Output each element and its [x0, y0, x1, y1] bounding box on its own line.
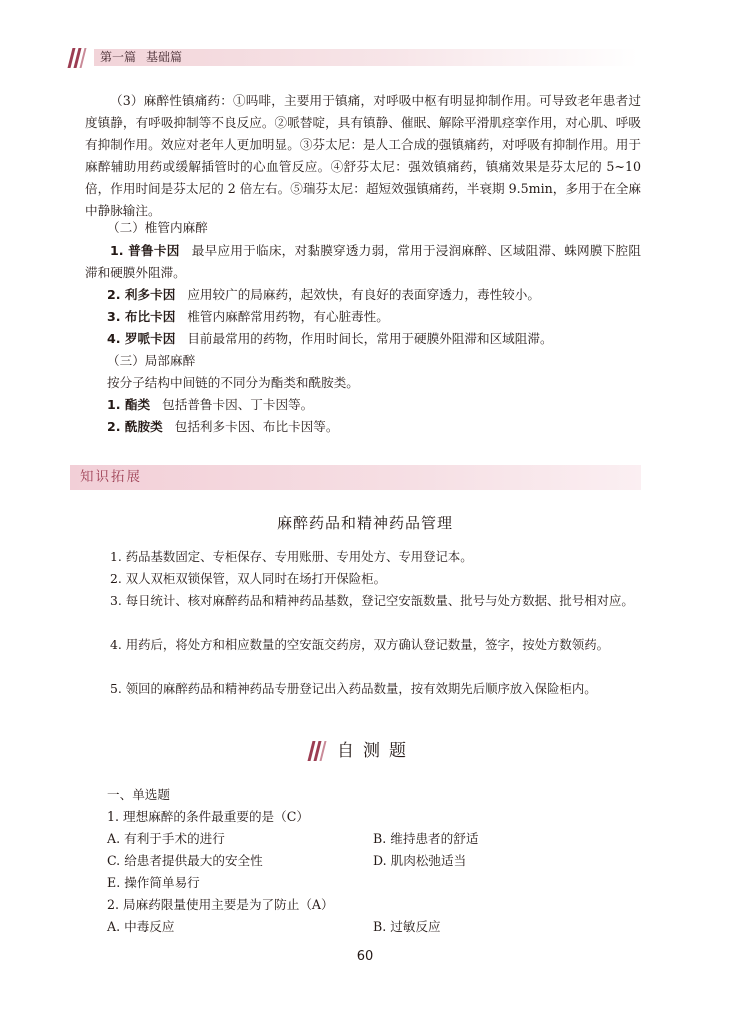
local-intro: 按分子结构中间链的不同分为酯类和酰胺类。 [107, 375, 359, 390]
question-1-stem: 1. 理想麻醉的条件最重要的是（C） [107, 809, 309, 824]
header-bars-icon [68, 48, 92, 68]
q1-option-b: B. 维持患者的舒适 [373, 831, 479, 846]
opioid-paragraph: （3）麻醉性镇痛药：①吗啡，主要用于镇痛，对呼吸中枢有明显抑制作用。可导致老年患者过度镇静，有呼吸抑制等不良反应。②哌替啶，具有镇静、催眠、解除平滑肌痉挛作用，对心肌、呼吸有抑制作用。效应对老年人更加明显。③芬太尼：是人工合成的强镇痛药，对呼吸有抑制作用。用于麻醉辅助用药或缓解插管时的心血管反应。④舒芬太尼：强效镇痛药，镇痛效果是芬太尼的 5~10 倍，作用时间是芬太尼的 2 倍左右。⑤瑞芬太尼：超短效强镇痛药，半衰期 9.5min，多用于在全麻中静脉输注。 [85, 93, 641, 218]
knowledge-item-4: 4. 用药后，将处方和相应数量的空安瓿交药房，双方确认登记数量，签字，按处方数领药。 [110, 637, 609, 652]
local-item-1: 1. 酯类 包括普鲁卡因、丁卡因等。 [107, 397, 314, 412]
header-section: 基础篇 [146, 50, 183, 64]
q1-option-d: D. 肌肉松弛适当 [373, 853, 467, 868]
knowledge-item-3: 3. 每日统计、核对麻醉药品和精神药品基数，登记空安瓿数量、批号与处方数据、批号相对应。 [110, 593, 634, 608]
spinal-item-4: 4. 罗哌卡因 目前最常用的药物，作用时间长，常用于硬膜外阻滞和区域阻滞。 [107, 331, 553, 346]
header-part: 第一篇 [100, 50, 137, 64]
spinal-heading: （二）椎管内麻醉 [107, 220, 208, 235]
running-header [68, 47, 638, 68]
header-text [100, 49, 182, 66]
local-heading: （三）局部麻醉 [107, 353, 196, 368]
self-test-bars-icon [308, 741, 330, 761]
q2-option-a: A. 中毒反应 [107, 919, 175, 934]
knowledge-item-2: 2. 双人双柜双锁保管，双人同时在场打开保险柜。 [110, 571, 386, 586]
knowledge-bar [70, 465, 641, 490]
knowledge-item-1: 1. 药品基数固定、专柜保存、专用账册、专用处方、专用登记本。 [110, 549, 473, 564]
q1-option-c: C. 给患者提供最大的安全性 [107, 853, 263, 868]
knowledge-label: 知识拓展 [80, 469, 142, 485]
q1-option-a: A. 有利于手术的进行 [107, 831, 225, 846]
self-test-section: 一、单选题 [107, 787, 170, 802]
self-test-title: 自测题 [337, 741, 415, 761]
q1-option-e: E. 操作简单易行 [107, 875, 200, 890]
spinal-item-1: 1. 普鲁卡因 最早应用于临床，对黏膜穿透力弱，常用于浸润麻醉、区域阻滞、蛛网膜下腔阻滞和硬膜外阻滞。 [85, 243, 641, 280]
knowledge-item-5: 5. 领回的麻醉药品和精神药品专册登记出入药品数量，按有效期先后顺序放入保险柜内。 [110, 681, 597, 696]
q2-option-b: B. 过敏反应 [373, 919, 441, 934]
question-2-stem: 2. 局麻药限量使用主要是为了防止（A） [107, 897, 334, 912]
spinal-item-3: 3. 布比卡因 椎管内麻醉常用药物，有心脏毒性。 [107, 309, 389, 324]
spinal-item-2: 2. 利多卡因 应用较广的局麻药，起效快，有良好的表面穿透力，毒性较小。 [107, 287, 540, 302]
local-item-2: 2. 酰胺类 包括利多卡因、布比卡因等。 [107, 419, 339, 434]
page-number: 60 [356, 949, 374, 964]
knowledge-title: 麻醉药品和精神药品管理 [276, 514, 453, 532]
